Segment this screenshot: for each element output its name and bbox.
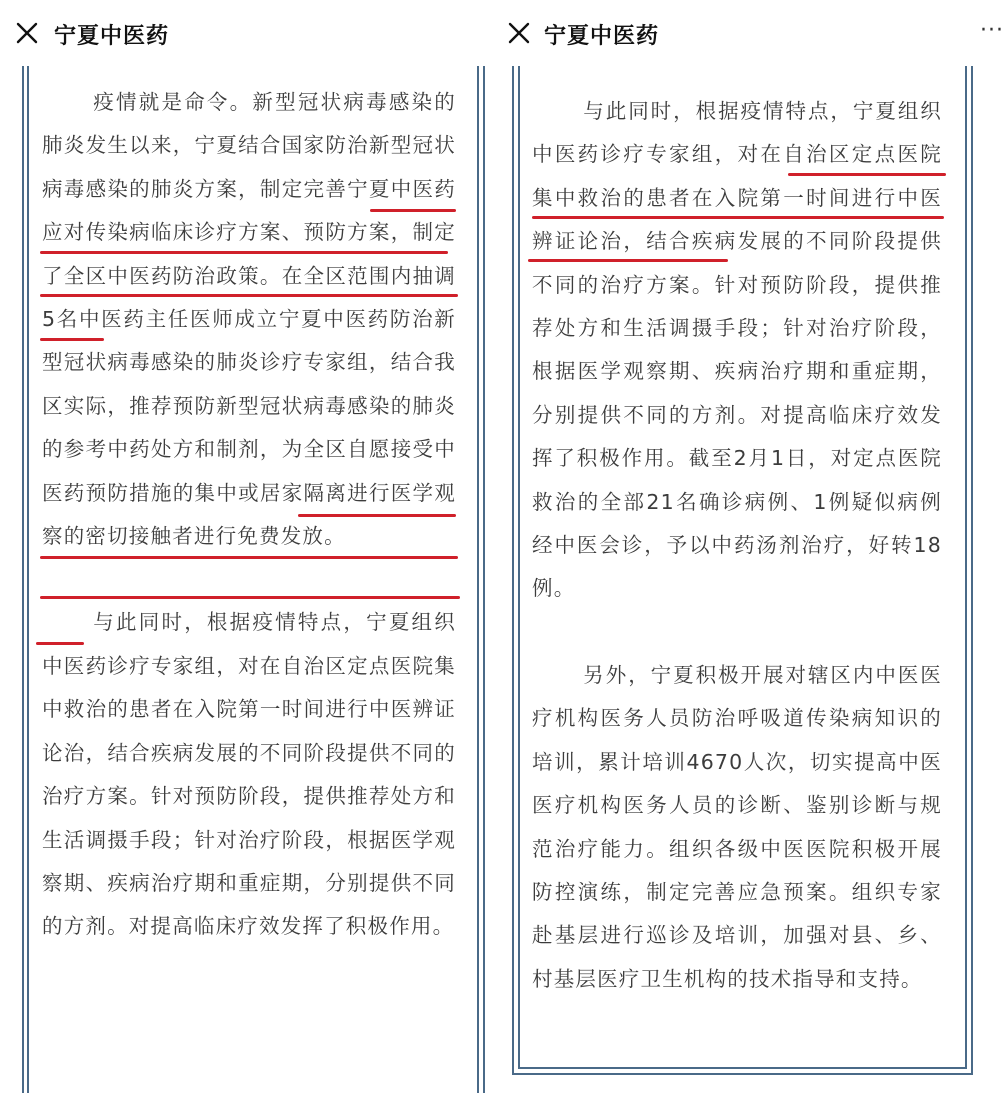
article-paragraph: 另外，宁夏积极开展对辖区内中医医疗机构医务人员防治呼吸道传染病知识的培训，累计培训4670人次，切实提高中医医疗机构医务人员的诊断、鉴别诊断与规范治疗能力。组织各级中医医院积极开展防控演练，制定完善应急预案。组织专家赴基层进行巡诊及培训，加强对县、乡、村基层医疗卫生机构的技术指导和支持。 xyxy=(532,662,942,991)
page-title: 宁夏中医药 xyxy=(544,24,660,49)
frame-line-bottom-inner xyxy=(518,1067,967,1069)
article-body xyxy=(532,90,942,1001)
highlight-underline xyxy=(532,216,944,219)
frame-line-bottom-outer xyxy=(512,1073,973,1075)
highlight-underline xyxy=(40,596,460,599)
highlight-underline xyxy=(40,338,104,341)
highlight-underline xyxy=(788,173,946,176)
frame-line-right-outer xyxy=(971,66,973,1074)
highlight-underline xyxy=(40,556,458,559)
highlight-underline xyxy=(40,294,458,297)
top-bar xyxy=(0,0,500,66)
frame-line-left-outer xyxy=(22,66,24,1093)
article-paragraph: 与此同时，根据疫情特点，宁夏组织中医药诊疗专家组，对在自治区定点医院集中救治的患者在入院第一时间进行中医辨证论治，结合疾病发展的不同阶段提供不同的治疗方案。针对预防阶段，提供推荐处方和生活调摄手段；针对治疗阶段，根据医学观察期、疾病治疗期和重症期，分别提供不同的方剂。对提高临床疗效发挥了积极作用。 xyxy=(42,610,456,939)
frame-line-right-outer xyxy=(483,66,485,1093)
close-button[interactable] xyxy=(14,20,40,46)
left-screenshot-panel xyxy=(0,0,500,1093)
frame-line-left-inner xyxy=(27,66,29,1093)
close-button[interactable] xyxy=(506,20,532,46)
frame-line-right-inner xyxy=(965,66,967,1068)
article-paragraph: 与此同时，根据疫情特点，宁夏组织中医药诊疗专家组，对在自治区定点医院集中救治的患者在入院第一时间进行中医辨证论治，结合疾病发展的不同阶段提供不同的治疗方案。针对预防阶段，提供推荐处方和生活调摄手段；针对治疗阶段，根据医学观察期、疾病治疗期和重症期，分别提供不同的方剂。对提高临床疗效发挥了积极作用。截至2月1日，对定点医院救治的全部21名确诊病例、1例疑似病例经中医会诊，予以中药汤剂治疗，好转18例。 xyxy=(532,99,942,601)
close-icon xyxy=(506,20,532,46)
top-bar xyxy=(500,0,1004,66)
more-options-button[interactable]: ··· xyxy=(980,18,1004,43)
frame-line-right-inner xyxy=(477,66,479,1093)
article-paragraph: 疫情就是命令。新型冠状病毒感染的肺炎发生以来，宁夏结合国家防治新型冠状病毒感染的肺炎方案，制定完善宁夏中医药应对传染病临床诊疗方案、预防方案，制定了全区中医药防治政策。在全区范围内抽调5名中医药主任医师成立宁夏中医药防治新型冠状病毒感染的肺炎诊疗专家组，结合我区实际，推荐预防新型冠状病毒感染的肺炎的参考中药处方和制剂，为全区自愿接受中医药预防措施的集中或居家隔离进行医学观察的密切接触者进行免费发放。 xyxy=(42,90,456,549)
close-icon xyxy=(14,20,40,46)
frame-line-left-inner xyxy=(518,66,520,1068)
right-screenshot-panel xyxy=(500,0,1004,1093)
frame-line-left-outer xyxy=(512,66,514,1074)
highlight-underline xyxy=(36,642,84,645)
highlight-underline xyxy=(40,251,448,254)
highlight-underline xyxy=(370,209,456,212)
highlight-underline xyxy=(298,514,456,517)
page-title: 宁夏中医药 xyxy=(54,24,170,49)
highlight-underline xyxy=(528,259,728,262)
